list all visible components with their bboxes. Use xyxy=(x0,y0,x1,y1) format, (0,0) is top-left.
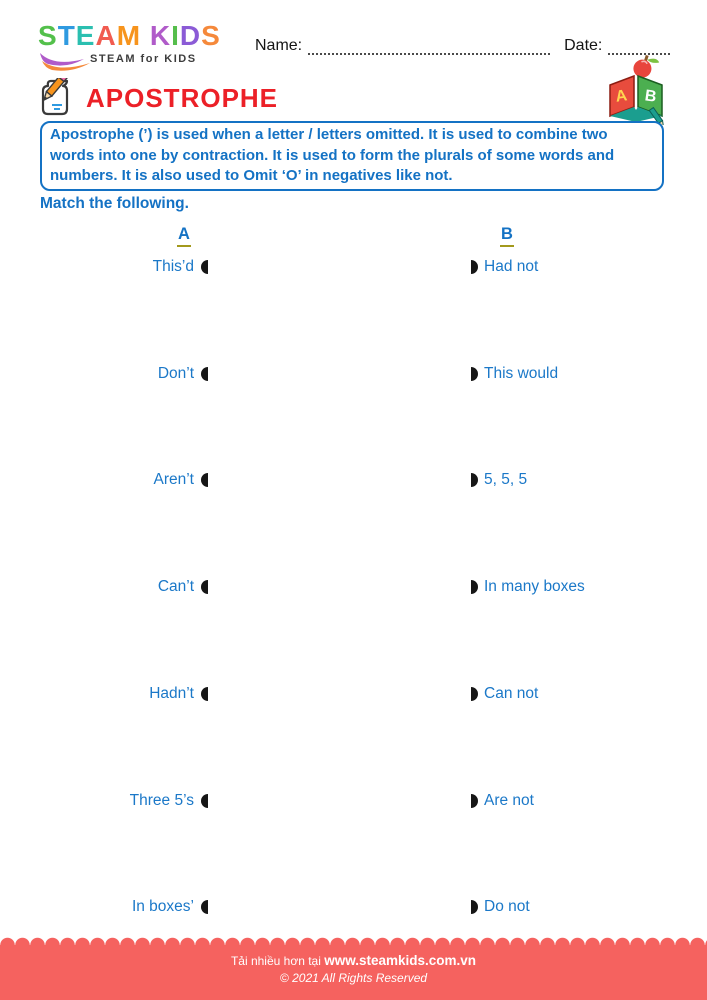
name-blank-line xyxy=(308,41,550,55)
logo-letter: I xyxy=(171,20,180,51)
pair-right-item xyxy=(471,685,538,703)
pair-right-item xyxy=(471,792,534,810)
half-circle-left-icon xyxy=(201,260,208,274)
half-circle-right-icon xyxy=(471,473,478,487)
half-circle-left-icon xyxy=(201,580,208,594)
footer-copyright: © 2021 All Rights Reserved xyxy=(279,971,428,985)
pair-right-item xyxy=(471,578,585,596)
match-heading: Match the following. xyxy=(40,195,189,212)
pair-right-text: Can not xyxy=(484,684,539,702)
half-circle-left-icon xyxy=(201,687,208,701)
pair-right-text: Do not xyxy=(484,898,530,916)
pair-left-text: Don’t xyxy=(157,364,194,382)
pair-left-item xyxy=(153,258,208,276)
half-circle-left-icon xyxy=(201,900,208,914)
half-circle-left-icon xyxy=(201,794,208,808)
logo-letter xyxy=(141,20,150,51)
pair-right-text: In many boxes xyxy=(484,578,585,596)
half-circle-right-icon xyxy=(471,900,478,914)
pair-right-item xyxy=(471,365,558,383)
logo-wordmark xyxy=(38,22,221,50)
title-row xyxy=(38,78,278,118)
abc-book-apple-icon xyxy=(604,55,668,125)
half-circle-right-icon xyxy=(471,260,478,274)
logo-letter: M xyxy=(116,20,142,51)
pair-left-item xyxy=(158,578,208,596)
half-circle-right-icon xyxy=(471,580,478,594)
footer-band xyxy=(0,945,707,1000)
logo-letter: S xyxy=(38,20,58,51)
half-circle-left-icon xyxy=(201,473,208,487)
pair-left-text: Aren’t xyxy=(153,471,194,489)
pair-left-item xyxy=(132,898,208,916)
name-label: Name: xyxy=(255,37,303,54)
svg-text:A: A xyxy=(614,87,629,106)
name-date-row xyxy=(255,37,670,55)
pair-right-text: Had not xyxy=(484,258,539,275)
pair-right-item xyxy=(471,258,538,276)
half-circle-right-icon xyxy=(471,367,478,381)
steam-kids-logo xyxy=(38,22,221,73)
logo-letter: A xyxy=(95,20,117,51)
pair-left-text: Hadn’t xyxy=(149,684,194,702)
svg-text:B: B xyxy=(643,87,658,106)
footer-url: www.steamkids.com.vn xyxy=(324,953,477,968)
pair-right-item xyxy=(471,471,527,489)
pair-left-item xyxy=(130,792,208,810)
pencil-scroll-icon xyxy=(38,78,76,118)
pair-right-item xyxy=(471,898,530,916)
instruction-box: Apostrophe (’) is used when a letter / letters omitted. It is used to combine two words into one by contraction. It is used to form the plurals of some words and numbers. It is also used to Omit ‘O’ in negatives like not. xyxy=(40,121,664,191)
logo-letter: K xyxy=(149,20,172,51)
pair-left-item xyxy=(149,685,208,703)
pair-left-text: In boxes’ xyxy=(131,898,194,916)
column-header-a: A xyxy=(177,225,191,247)
logo-letter: D xyxy=(179,20,202,51)
half-circle-right-icon xyxy=(471,794,478,808)
half-circle-left-icon xyxy=(201,367,208,381)
pair-left-text: Can’t xyxy=(157,578,194,596)
half-circle-right-icon xyxy=(471,687,478,701)
date-label: Date: xyxy=(564,37,603,54)
logo-letter: S xyxy=(201,20,221,51)
date-blank-line xyxy=(608,41,670,55)
pair-right-text: 5, 5, 5 xyxy=(484,471,528,489)
pair-left-item xyxy=(158,365,208,383)
logo-letter: T xyxy=(57,20,76,51)
pair-right-text: This would xyxy=(484,364,559,382)
footer-more-line xyxy=(0,945,707,968)
logo-letter: E xyxy=(75,20,96,51)
pair-right-text: Are not xyxy=(484,791,534,809)
column-header-b: B xyxy=(500,225,514,247)
page-title: APOSTROPHE xyxy=(86,82,279,113)
pair-left-text: This’d xyxy=(152,258,194,275)
logo-tagline: STEAM for KIDS xyxy=(90,53,197,65)
pair-left-item xyxy=(154,471,209,489)
footer-scallop-edge xyxy=(0,937,707,945)
pair-left-text: Three 5’s xyxy=(129,791,194,809)
footer-more-text: Tải nhiều hơn tại xyxy=(230,954,321,968)
